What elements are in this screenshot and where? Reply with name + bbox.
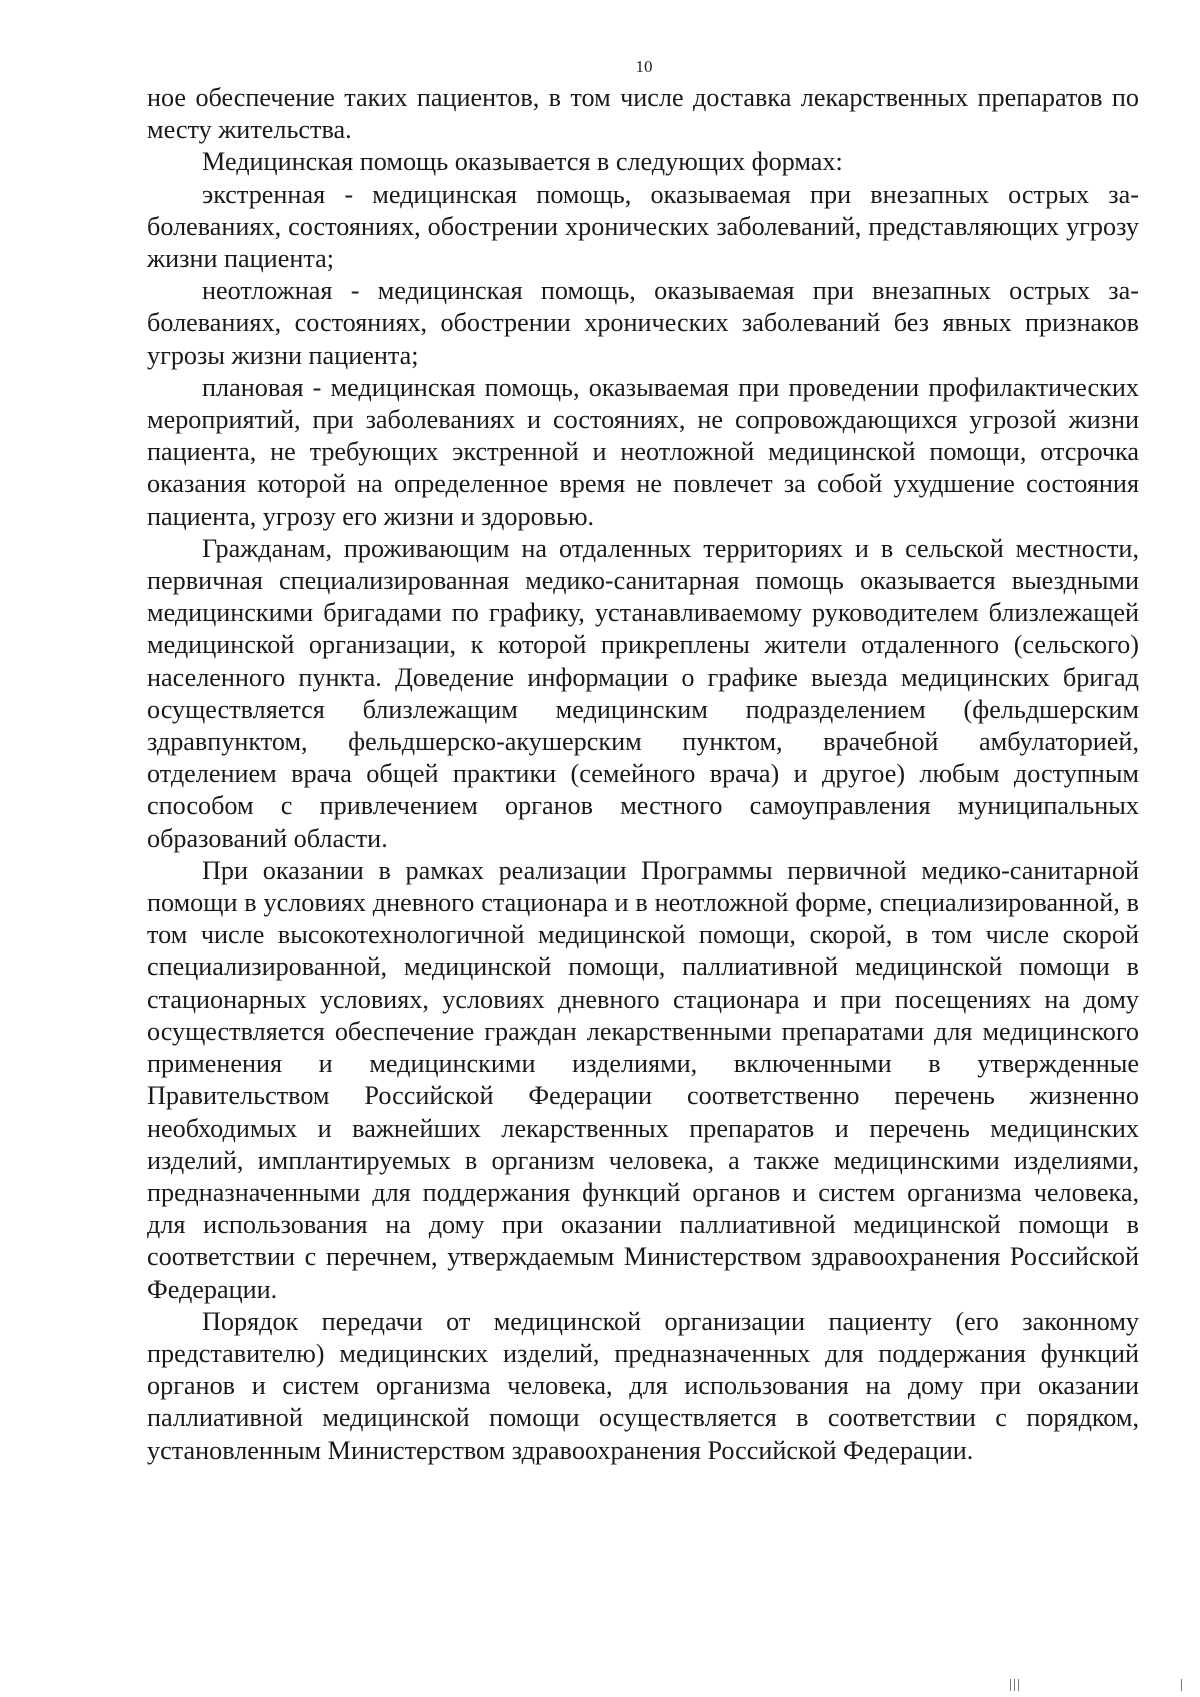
paragraph-planned: плановая - медицинская помощь, оказываемая при проведении профилактических мероприятий, при заболеваниях и состояниях, не сопровождающихся угрозой жизни пациента, не требующих экстренной и неотложной медицинской помощи, отсрочка оказания которой на определенное время не повлечет за собой ухудшение состояния пациента, угрозу его жизни и здоровью. xyxy=(147,372,1139,531)
paragraph-device-transfer: Порядок передачи от медицинской организации пациенту (его законному представителю) медицинских изделий, предназначенных для поддержания функций органов и систем организма человека, для использования на дому при оказании паллиативной медицинской помощи осуществляется в соответствии с порядком, установленным Министерством здравоохранения Российской Федерации. xyxy=(147,1306,1139,1465)
paragraph-drug-provision: При оказании в рамках реализации Программы первичной медико-санитарной помощи в условиях дневного стационара и в неотложной форме, специализированной, в том числе высокотехнологичной медицинской помощи, скорой, в том числе скорой специализированной, медицинской помощи, паллиативной медицинской помощи в стационарных условиях, условиях дневного стационара и при посещениях на дому осуществляется обеспечение граждан лекарственными препаратами для медицинского применения и медицинскими изделиями, включенными в утвержденные Правительством Российской Федерации соответственно перечень жизненно необходимых и важнейших лекарственных препаратов и перечень медицинских изделий, имплантируемых в организм человека, а также медицинскими изделиями, предназначенными для поддержания функций органов и систем организма человека, для использования на дому при оказании паллиативной медицинской помощи в соответствии с перечнем, утверждаемым Министерством здравоохранения Российской Федерации. xyxy=(147,855,1139,1304)
paragraph-urgent: неотложная - медицинская помощь, оказываемая при внезапных острых заболеваниях, состояниях, обострении хронических заболеваний без явных признаков угрозы жизни пациента; xyxy=(147,276,1139,370)
document-body xyxy=(147,82,1139,1467)
paragraph-continuation: ное обеспечение таких пациентов, в том числе доставка лекарственных препаратов по месту жительства. xyxy=(147,83,1139,145)
paragraph-forms-intro: Медицинская помощь оказывается в следующих формах: xyxy=(202,147,843,177)
page-number: 10 xyxy=(635,57,653,76)
scan-mark xyxy=(1018,1679,1019,1691)
scan-mark xyxy=(1014,1679,1015,1691)
paragraph-remote-territories: Гражданам, проживающим на отдаленных территориях и в сельской местности, первичная специализированная медико-санитарная помощь оказывается выездными медицинскими бригадами по графику, устанавливаемому руководителем близлежащей медицинской организации, к которой прикреплены жители отдаленного (сельского) населенного пункта. Доведение информации о графике выезда медицинских бригад осуществляется близлежащим медицинским подразделением (фельдшерским здравпунктом, фельдшерско-акушерским пунктом, врачебной амбулаторией, отделением врача общей практики (семейного врача) и другое) любым доступным способом с привлечением органов местного самоуправления муниципальных образований области. xyxy=(147,533,1139,853)
scan-mark xyxy=(1010,1679,1011,1691)
paragraph-emergency: экстренная - медицинская помощь, оказываемая при внезапных острых заболеваниях, состояниях, обострении хронических заболеваний, представляющих угрозу жизни пациента; xyxy=(147,179,1139,274)
scan-mark xyxy=(1181,1679,1182,1691)
